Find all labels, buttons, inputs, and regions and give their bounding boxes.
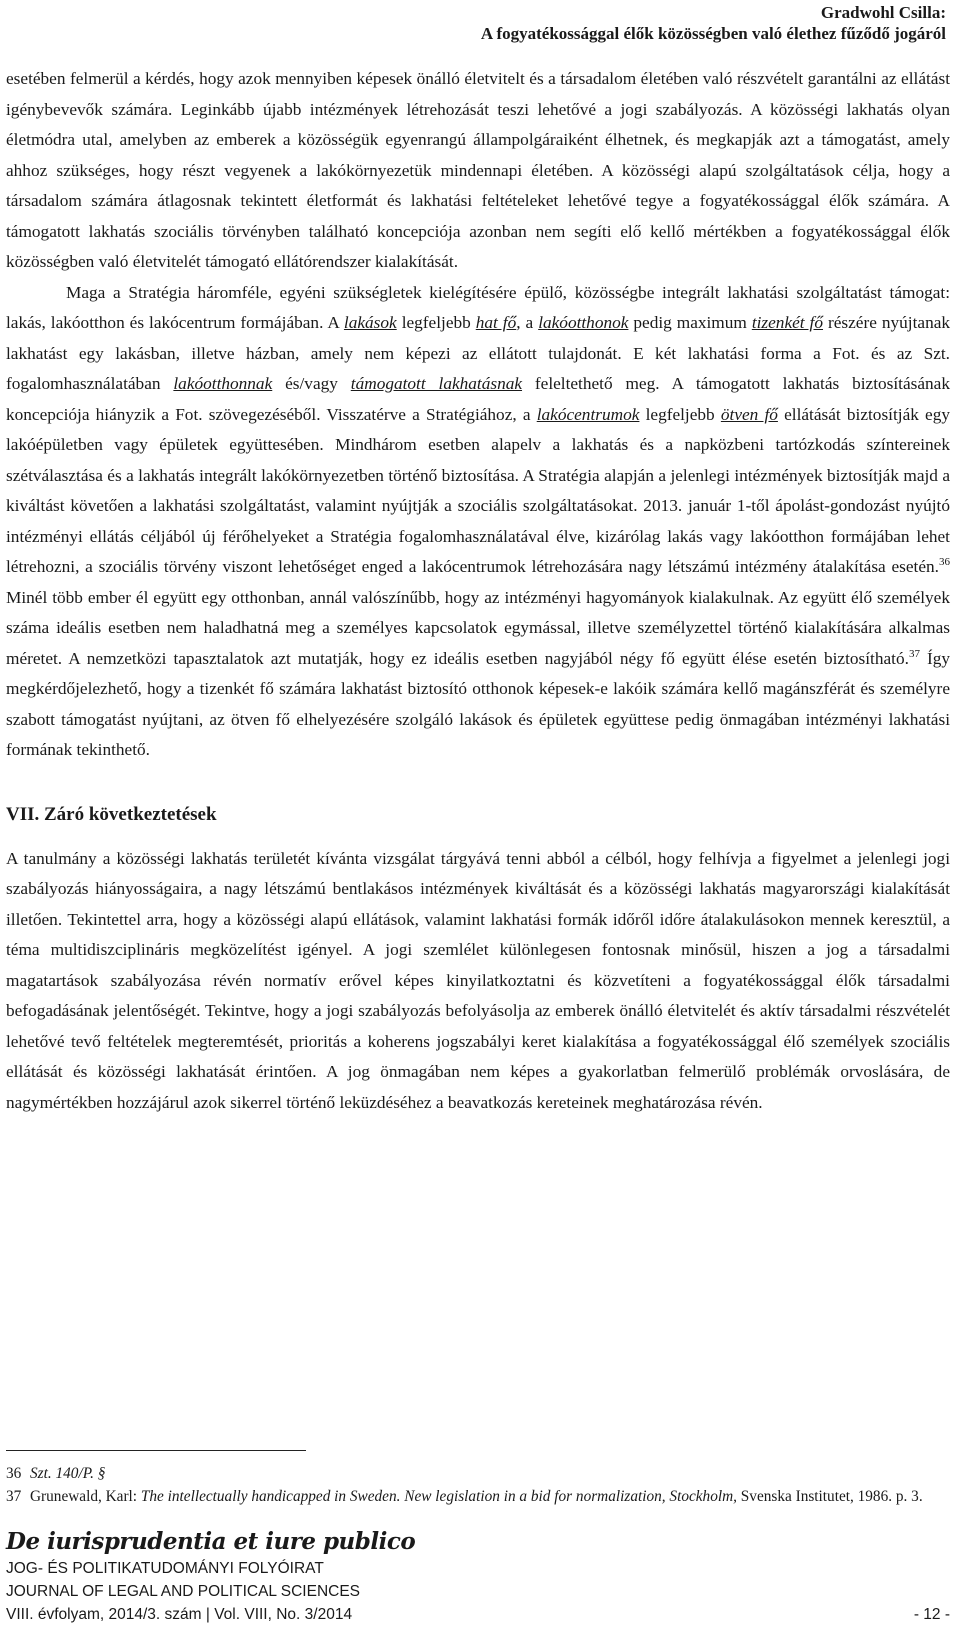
text-run: Így megkérdőjelezhető, hogy a tizenkét fő számára lakhatást biztosító otthonok képesek-e lakóik számára kellő magánszférát és személyre szabott támogatást nyújtani, az ötven fő elhelyezésére szolgáló lakások és épületek együttese pedig önmagában intézményi lakhatási formának tekinthető. — [6, 648, 951, 759]
article-body — [6, 64, 950, 1118]
term-lakocentrumok: lakócentrumok — [536, 404, 640, 424]
section-heading: VII. Záró következtetések — [6, 803, 217, 825]
header-title: A fogyatékossággal élők közösségben való élethez fűződő jogáról — [480, 24, 946, 43]
footnote-separator — [6, 1450, 306, 1451]
term-lakootthonok: lakóotthonok — [538, 313, 629, 332]
footnote-text: Grunewald, Karl: — [30, 1488, 141, 1505]
footnote-36 — [6, 1464, 950, 1484]
footnote-text: Svenska Institutet, 1986. p. 3. — [736, 1488, 923, 1505]
text-run: és/vagy — [272, 374, 351, 393]
paragraph-3: A tanulmány a közösségi lakhatás területét kívánta vizsgálat tárgyává tenni abból a célból, hogy felhívja a figyelmet a jelenlegi jogi szabályozás hiányosságaira, a nagy létszámú bentlakásos intézmények kiváltását és a közösségi lakhatás magyarországi kialakítását illetően. Tekintettel arra, hogy a közösségi alapú ellátások, valamint lakhatási formák időről időre átalakulásokon mennek keresztül, a téma multidiszciplináris megközelítést igényel. A jogi szemlélet különlegesen fontosnak minősül, hiszen a jog a társadalmi magatartások szabályozása révén normatív erővel képes kinyilatkoztatni és közvetíteni a fogyatékossággal élők társadalmi befogadásának jelentőségét. Tekintve, hogy a jogi szabályozás befolyásolja az emberek önálló életvitelét és aktív társadalmi részvételét lehetővé tevő feltételek megteremtését, prioritás a koherens jogszabályi keret kialakítása a fogyatékossággal élő személyek szociális ellátását és közösségi lakhatását érintően. A jog önmagában nem képes a gyakorlatban felmerülő problémák orvoslására, de nagymértékben hozzájárul azok sikerrel történő leküzdéséhez a beavatkozás kereteinek meghatározása révén. — [6, 848, 950, 1112]
text-run: , a — [516, 313, 539, 332]
running-header — [481, 2, 946, 44]
term-hat-fo: hat fő — [475, 313, 517, 332]
footnote-text: Szt. 140/P. § — [30, 1465, 106, 1482]
text-run: feleltethető meg. A támogatott lakhatás biztosításának koncepciója hiányzik a Fot. szövegezéséből. Visszatérve a Stratégiához, a — [6, 374, 950, 424]
footnote-ref-36[interactable]: 36 — [939, 556, 950, 569]
journal-footer — [6, 1527, 950, 1626]
journal-brand: De iurisprudentia et iure publico — [6, 1528, 416, 1555]
text-run: ellátását biztosítják egy lakóépületben vagy épületek együttesében. Mindhárom esetben alapelv a lakhatás és a napközbeni tartózkodás színtereinek szétválasztása és a lakhatás integrált lakókörnyezetben történő biztosítása. A Stratégia alapján a jelenlegi intézmények biztosítják majd a kiváltást követően a lakhatási szolgáltatást, valamint nyújtják a szociális szolgáltatásokat. 2013. január 1-től ápolást-gondozást nyújtó intézményi ellátás céljából új férőhelyeket a Stratégia fogalomhasználatával élve, kizárólag lakás vagy lakóotthon formájában lehet létrehozni, a szociális törvény viszont lehetőséget enged a lakócentrumok létrehozására nagy létszámú intézmény átalakítása esetén. — [6, 404, 951, 576]
paragraph-1: esetében felmerül a kérdés, hogy azok mennyiben képesek önálló életvitelt és a társadalom életében való részvételt garantálni az ellátást igénybevevők számára. Leginkább újabb intézmények létrehozását teszi lehetővé a jogi szabályozás. A közösségi lakhatás olyan életmódra utal, amelyben az emberek a közösségük egyenrangú állampolgáraiként élhetnek, és megkapják azt a támogatást, amely ahhoz szükséges, hogy részt vegyenek a lakókörnyezetük mindennapi életében. A közösségi alapú szolgáltatások célja, hogy a társadalom számára átlagosnak tekintett életformát és lakhatási feltételeket lehetővé tegye a fogyatékossággal élők számára. A támogatott lakhatás szociális törvényben található koncepciója azonban nem segíti elő kellő mértékben a fogyatékossággal élők közösségben való életvitelét támogató ellátórendszer kialakítását. — [6, 69, 950, 271]
page-number: - 12 - — [913, 1606, 950, 1623]
text-run: Maga a Stratégia háromféle, egyéni szükségletek kielégítésére épülő, közösségbe integrált lakhatási szolgáltatást támogat: lakás, lakóotthon és lakócentrum formájában. A — [6, 282, 950, 332]
term-lakasok: lakások — [343, 313, 397, 332]
footnote-number: 37 — [6, 1488, 22, 1505]
journal-line-en: JOURNAL OF LEGAL AND POLITICAL SCIENCES — [6, 1583, 361, 1600]
text-run: legfeljebb — [639, 404, 721, 424]
paragraph-2 — [6, 278, 950, 766]
footnote-number: 36 — [6, 1465, 22, 1482]
term-lakootthonnak: lakóotthonnak — [173, 374, 273, 393]
term-otven-fo: ötven fő — [720, 404, 778, 424]
footnote-37 — [6, 1487, 950, 1507]
text-run: legfeljebb — [396, 313, 476, 332]
journal-line-hu: JOG- ÉS POLITIKATUDOMÁNYI FOLYÓIRAT — [6, 1560, 324, 1577]
text-run: Minél több ember él együtt egy otthonban, annál valószínűbb, hogy az intézményi hagyományok kialakulnak. Az együtt élő személyek száma ideális esetben nem haladhatná meg a személyes kapcsolatok egymással, illetve személyzettel történő kialakítására alkalmas méretet. A nemzetközi tapasztalatok azt mutatják, hogy ez ideális esetben nagyjából négy fő együtt élése esetén biztosítható. — [6, 587, 950, 668]
footnote-ref-37[interactable]: 37 — [908, 647, 920, 660]
journal-issue: VIII. évfolyam, 2014/3. szám | Vol. VIII, No. 3/2014 — [6, 1606, 353, 1623]
text-run: pedig maximum — [628, 313, 752, 332]
term-tizenket-fo: tizenkét fő — [751, 313, 824, 332]
footnote-italic-title: The intellectually handicapped in Sweden. New legislation in a bid for normalization, Stockholm, — [140, 1488, 737, 1505]
term-tamogatott-lakhatas: támogatott lakhatásnak — [350, 374, 523, 393]
text-run: részére nyújtanak lakhatást egy lakásban, illetve házban, amely nem képezi az ellátott tulajdonát. E két lakhatási forma a Fot. és az Szt. fogalomhasználatában — [6, 313, 951, 393]
header-author: Gradwohl Csilla: — [820, 3, 946, 22]
journal-issue-line — [6, 1603, 950, 1626]
